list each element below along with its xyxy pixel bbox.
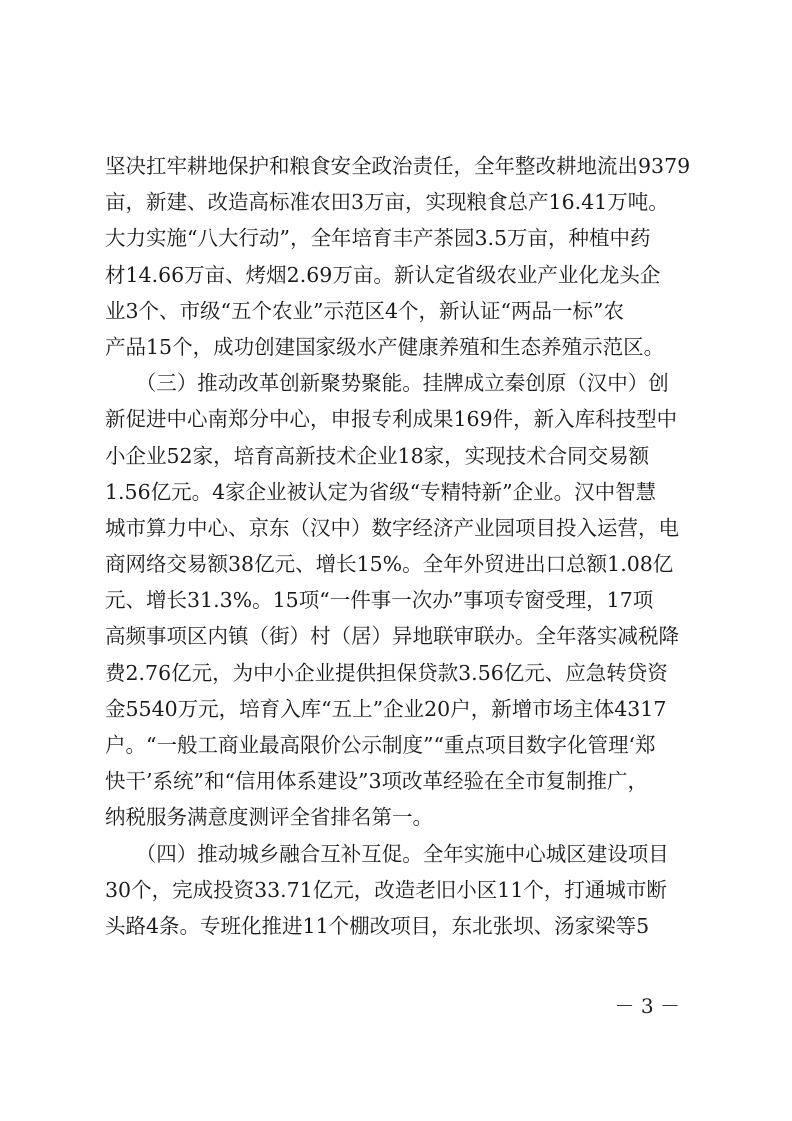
- text-line: 金5540万元，培育入库“五上”企业20户，新增市场主体4317: [105, 696, 667, 721]
- text-line: 高频事项区内镇（街）村（居）异地联审联办。全年落实减税降: [105, 624, 679, 649]
- text-line: 亩，新建、改造高标准农田3万亩，实现粮食总产16.41万吨。: [105, 190, 669, 215]
- text-line: （四）推动城乡融合互补互促。全年实施中心城区建设项目: [105, 841, 669, 866]
- body-text: [105, 148, 695, 944]
- page-number: － 3 －: [614, 994, 680, 1018]
- text-line: 纳税服务满意度测评全省排名第一。: [105, 805, 433, 830]
- text-line: 商网络交易额38亿元、增长15%。全年外贸进出口总额1.08亿: [105, 552, 674, 577]
- text-line: 头路4条。专班化推进11个棚改项目，东北张坝、汤家梁等5: [105, 913, 650, 938]
- text-line: 新促进中心南郑分中心，申报专利成果169件，新入库科技型中: [105, 407, 678, 432]
- text-line: 快干’系统”和“信用体系建设”3项改革经验在全市复制推广，: [105, 769, 648, 794]
- text-line: 城市算力中心、京东（汉中）数字经济产业园项目投入运营，电: [105, 515, 679, 540]
- text-line: 30个，完成投资33.71亿元，改造老旧小区11个，打通城市断: [105, 877, 667, 902]
- text-line: 户。“一般工商业最高限价公示制度”“重点项目数字化管理‘郑: [105, 733, 656, 757]
- text-line: 费2.76亿元，为中小企业提供担保贷款3.56亿元、应急转贷资: [105, 660, 668, 685]
- text-line: 大力实施“八大行动”，全年培育丰产茶园3.5万亩，种植中药: [105, 226, 651, 251]
- text-line: 元、增长31.3%。15项“一件事一次办”事项专窗受理，17项: [105, 588, 654, 613]
- text-line: 业3个、市级“五个农业”示范区4个，新认证“两品一标”农: [105, 298, 625, 323]
- text-line: （三）推动改革创新聚势聚能。挂牌成立秦创原（汉中）创: [105, 371, 669, 396]
- text-line: 小企业52家，培育高新技术企业18家，实现技术合同交易额: [105, 443, 650, 468]
- text-line: 坚决扛牢耕地保护和粮食安全政治责任，全年整改耕地流出9379: [105, 154, 691, 178]
- text-line: 产品15个，成功创建国家级水产健康养殖和生态养殖示范区。: [105, 334, 665, 359]
- text-line: 1.56亿元。4家企业被认定为省级“专精特新”企业。汉中智慧: [105, 479, 657, 504]
- text-line: 材14.66万亩、烤烟2.69万亩。新认定省级农业产业化龙头企: [105, 262, 661, 287]
